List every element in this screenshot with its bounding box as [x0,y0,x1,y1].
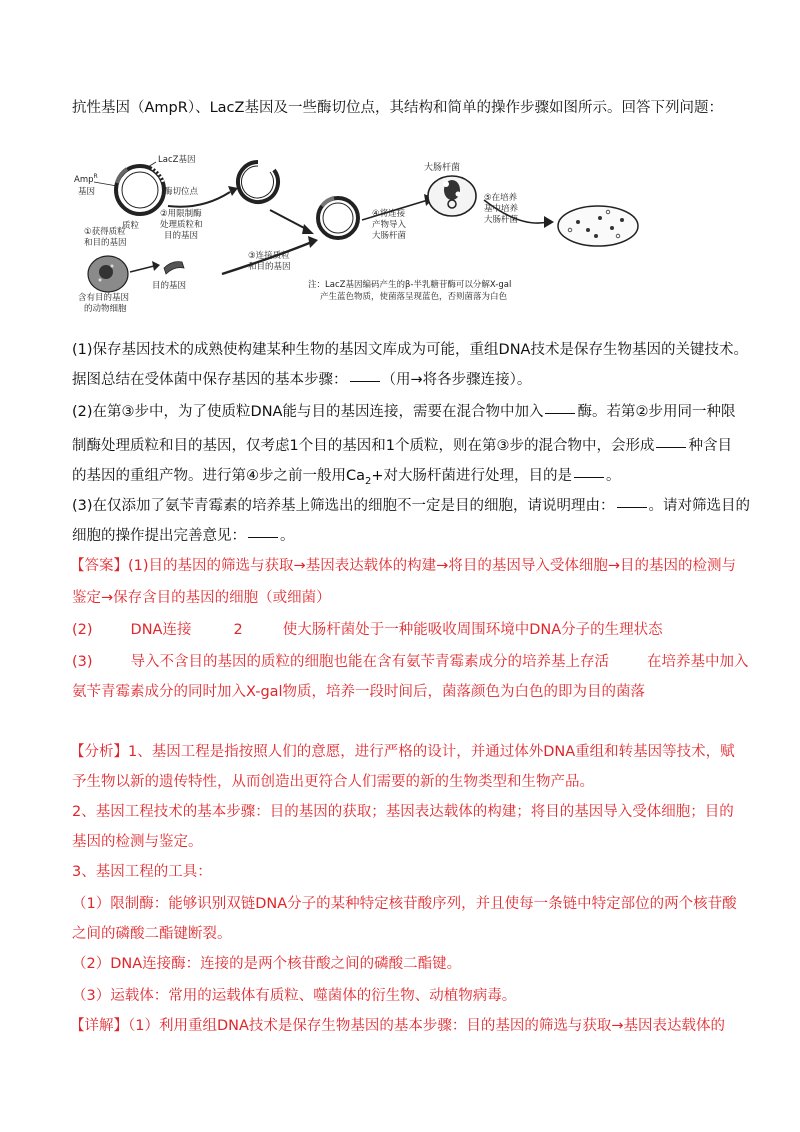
answer-line1 [70,556,736,576]
figure-note-1: 注：LacZ基因编码产生的β-半乳糖苷酶可以分解X-gal [308,280,512,290]
q3-line1-cont: 。请对筛选目的 [648,498,751,514]
answer-blank [574,477,604,478]
plasmid-icon [116,166,164,214]
q3-line2-end: 。 [280,528,295,544]
q3-line2-text: 细胞的操作提出完善意见： [72,528,246,544]
step5-label-2: 基中培养 [484,204,519,214]
q2-line3-text: 的基因的重组产物。进行第④步之前一般用Ca [72,468,366,484]
q2-line2-text: 制酶处理质粒和目的基因，仅考虑1个目的基因和1个质粒，则在第③步的混合物中，会形成 [72,438,655,454]
step2-label-1: ②用限制酶 [160,209,202,219]
answer-line4 [72,652,749,672]
answer-2-part2: 2 [233,622,243,638]
q3-line2 [72,526,295,546]
answer-2-num: (2) [72,622,93,638]
q2-line2-cont: 种含目 [688,438,732,454]
analysis-tag: 【分析】 [70,744,128,760]
answer-3-part1: 导入不含目的基因的质粒的细胞也能在含有氨苄青霉素成分的培养基上存活 [130,654,610,670]
step4-label-2: 产物导入 [372,220,407,230]
detail-text: （1）利用重组DNA技术是保存生物基因的基本步骤：目的基因的筛选与获取→基因表达载体的 [128,1018,726,1034]
detail-line1 [70,1016,725,1036]
ecoli-cell-icon [428,176,476,216]
answer-blank [350,381,380,382]
analysis-1-text: 1、基因工程是指按照人们的意愿，进行严格的设计，并通过体外DNA重组和转基因等技术，赋 [128,744,735,760]
answer-3-num: (3) [72,654,93,670]
target-gene-icon [164,262,184,274]
q1-line2-hint: （用→将各步骤连接）。 [381,372,532,388]
analysis-line2: 予生物以新的遗传特性，从而创造出更符合人们需要的新的生物类型和生物产品。 [72,774,594,790]
target-gene-label: 目的基因 [152,281,187,291]
analysis-line5: 3、基因工程的工具： [72,864,212,880]
answer-blank [617,507,647,508]
lacz-gene-label: LacZ基因 [158,155,196,165]
step5-label-3: 大肠杆菌 [484,215,519,225]
answer-blank [248,537,278,538]
cell-label-2: 的动物细胞 [84,304,127,314]
q2-line1-text: (2)在第③步中，为了使质粒DNA能与目的基因连接，需要在混合物中加入 [72,404,544,420]
step2-label-3: 目的基因 [164,231,199,241]
amp-gene-label: Amp$^R$ [74,173,98,185]
analysis-line6: （1）限制酶：能够识别双链DNA分子的某种特定核苷酸序列，并且使每一条链中特定部位的两个核苷酸 [72,896,737,912]
cut-site-label: 酶切位点 [164,187,199,197]
step1-label-1: ①获得质粒 [84,227,126,237]
answer-3-part2: 在培养基中加入 [647,654,749,670]
q1-line1: (1)保存基因技术的成熟使构建某种生物的基因文库成为可能，重组DNA技术是保存生物基因的关键技术。 [72,342,748,358]
answer-line5: 氨苄青霉素成分的同时加入X-gal物质，培养一段时间后，菌落颜色为白色的即为目的菌落 [72,684,646,700]
q2-line1 [72,402,735,422]
analysis-line8: （2）DNA连接酶：连接的是两个核苷酸之间的磷酸二酯键。 [72,956,462,972]
animal-cell-icon [88,256,128,292]
answer-line2: 鉴定→保存含目的基因的细胞（或细菌） [72,590,331,606]
step2-label-2: 处理质粒和 [160,220,203,230]
intro-text: 抗性基因（AmpR）、LacZ基因及一些酶切位点，其结构和简单的操作步骤如图所示。回答下列问题： [72,100,723,116]
q2-line1-cont: 酶。若第②步用同一种限 [577,404,736,420]
step4-label-1: ④将连接 [372,209,406,219]
q3-line1 [72,496,750,516]
answer-1-text: (1)目的基因的筛选与获取→基因表达载体的构建→将目的基因导入受体细胞→目的基因的检测与 [128,558,736,574]
petri-dish-icon [558,206,638,246]
recombinant-plasmid-icon [318,198,358,238]
step1-label-2: 和目的基因 [84,238,127,248]
q2-line3-sub: 2 [365,475,372,487]
step4-label-3: 大肠杆菌 [372,231,407,241]
answer-blank [545,413,575,414]
plasmid-label: 质粒 [122,221,140,231]
answer-2-part3: 使大肠杆菌处于一种能吸收周围环境中DNA分子的生理状态 [282,622,663,638]
q2-line2 [72,436,732,456]
analysis-line7: 之间的磷酸二酯键断裂。 [72,926,232,942]
amp-gene-label-2: 基因 [78,187,96,197]
ecoli-label: 大肠杆菌 [424,163,461,173]
analysis-line9: （3）运载体：常用的运载体有质粒、噬菌体的衍生物、动植物病毒。 [72,988,517,1004]
answer-line3 [72,620,663,640]
analysis-line1 [70,742,735,762]
q1-line2-text: 据图总结在受体菌中保存基因的基本步骤： [72,372,348,388]
detail-tag: 【详解】 [70,1018,128,1034]
q3-line1-text: (3)在仅添加了氨苄青霉素的培养基上筛选出的细胞不一定是目的细胞，请说明理由： [72,498,615,514]
q2-line3 [72,466,621,492]
q2-line3-end: 。 [606,468,621,484]
genetic-engineering-diagram [72,148,652,318]
step3-label-2: 和目的基因 [248,262,291,272]
answer-tag: 【答案】 [70,558,128,574]
answer-2-part1: DNA连接 [130,622,192,638]
q2-line3-cont: +对大肠杆菌进行处理，目的是 [371,468,573,484]
figure-note-2: 产生蓝色物质，使菌落呈现蓝色，否则菌落为白色 [320,292,508,302]
analysis-line4: 基因的检测与鉴定。 [72,834,203,850]
q1-line2 [72,370,531,390]
cell-label-1: 含有目的基因 [78,293,130,303]
step5-label-1: ⑤在培养 [484,193,518,203]
answer-blank [656,447,686,448]
analysis-line3: 2、基因工程技术的基本步骤：目的基因的获取；基因表达载体的构建；将目的基因导入受体细胞；目的 [72,804,734,820]
cut-plasmid-icon [238,162,278,202]
step3-label-1: ③连接质粒 [248,251,290,261]
